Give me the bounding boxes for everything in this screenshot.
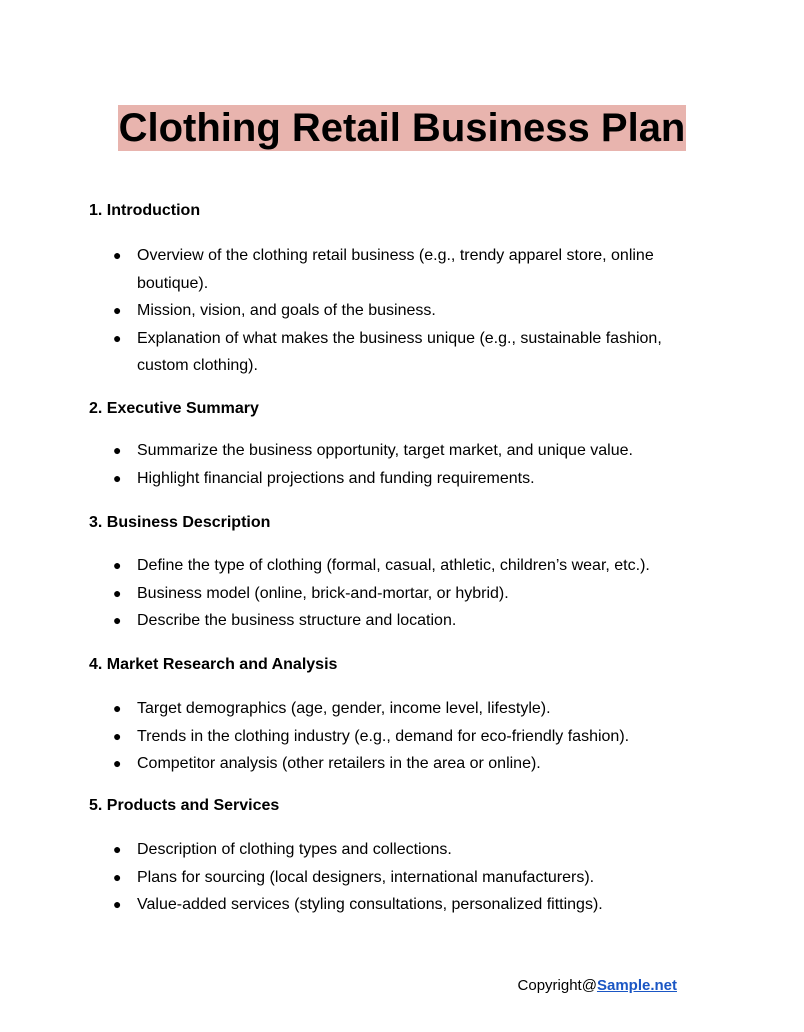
list-item-text: Explanation of what makes the business unique (e.g., sustainable fashion, custom clothing). [137,329,662,374]
list-item [89,242,689,297]
bullet-list [89,242,689,380]
bullet-icon: ● [113,755,122,771]
list-item [89,297,689,325]
sample-net-link[interactable]: Sample.net [596,977,677,994]
title-container [0,105,804,151]
bullet-list [89,552,689,635]
list-item-text: Business model (online, brick-and-mortar, or hybrid). [137,584,509,602]
bullet-icon: ● [113,442,122,458]
list-item [89,695,689,723]
list-item-text: Plans for sourcing (local designers, international manufacturers). [137,868,595,886]
bullet-icon: ● [113,841,122,857]
list-item-text: Highlight financial projections and funding requirements. [137,469,535,487]
list-item-text: Mission, vision, and goals of the business. [137,302,436,319]
list-item [89,750,689,778]
list-item [89,465,689,493]
list-item-text: Describe the business structure and location. [137,612,457,629]
list-item [89,325,689,380]
bullet-icon: ● [113,896,122,912]
bullet-icon: ● [113,612,122,628]
section-introduction [89,201,689,380]
list-item [89,552,689,580]
bullet-icon: ● [113,584,122,601]
list-item-text: Overview of the clothing retail business (e.g., trendy apparel store, online boutique). [137,247,654,292]
bullet-list [89,695,689,778]
list-item-text: Define the type of clothing (formal, casual, athletic, children’s wear, etc.). [137,557,650,574]
section-products-services [89,796,689,919]
section-market-research [89,655,689,778]
bullet-icon: ● [113,868,122,885]
list-item [89,723,689,751]
list-item [89,580,689,608]
section-heading: 2. Executive Summary [89,400,259,417]
list-item-text: Target demographics (age, gender, income level, lifestyle). [137,700,551,717]
bullet-icon: ● [113,700,122,716]
copyright-footer [518,976,677,996]
list-item [89,437,689,465]
list-item [89,607,689,635]
list-item-text: Summarize the business opportunity, target market, and unique value. [137,442,633,459]
bullet-icon: ● [113,557,122,573]
section-heading: 3. Business Description [89,514,271,531]
bullet-icon: ● [113,329,122,346]
list-item-text: Competitor analysis (other retailers in the area or online). [137,755,541,772]
bullet-icon: ● [113,727,122,744]
section-heading: 4. Market Research and Analysis [89,656,338,673]
bullet-icon: ● [113,469,122,486]
list-item-text: Value-added services (styling consultations, personalized fittings). [137,896,603,913]
section-business-description [89,513,689,635]
list-item [89,891,689,919]
list-item [89,836,689,864]
section-heading: 5. Products and Services [89,797,280,814]
section-executive-summary [89,399,689,492]
list-item-text: Trends in the clothing industry (e.g., demand for eco-friendly fashion). [137,727,630,745]
list-item [89,864,689,892]
section-heading: 1. Introduction [89,202,201,219]
bullet-list [89,437,689,492]
copyright-text: Copyright@ [517,977,597,994]
document-title: Clothing Retail Business Plan [118,106,686,150]
bullet-icon: ● [113,247,122,263]
bullet-icon: ● [113,302,122,318]
bullet-list [89,836,689,919]
list-item-text: Description of clothing types and collections. [137,841,452,858]
